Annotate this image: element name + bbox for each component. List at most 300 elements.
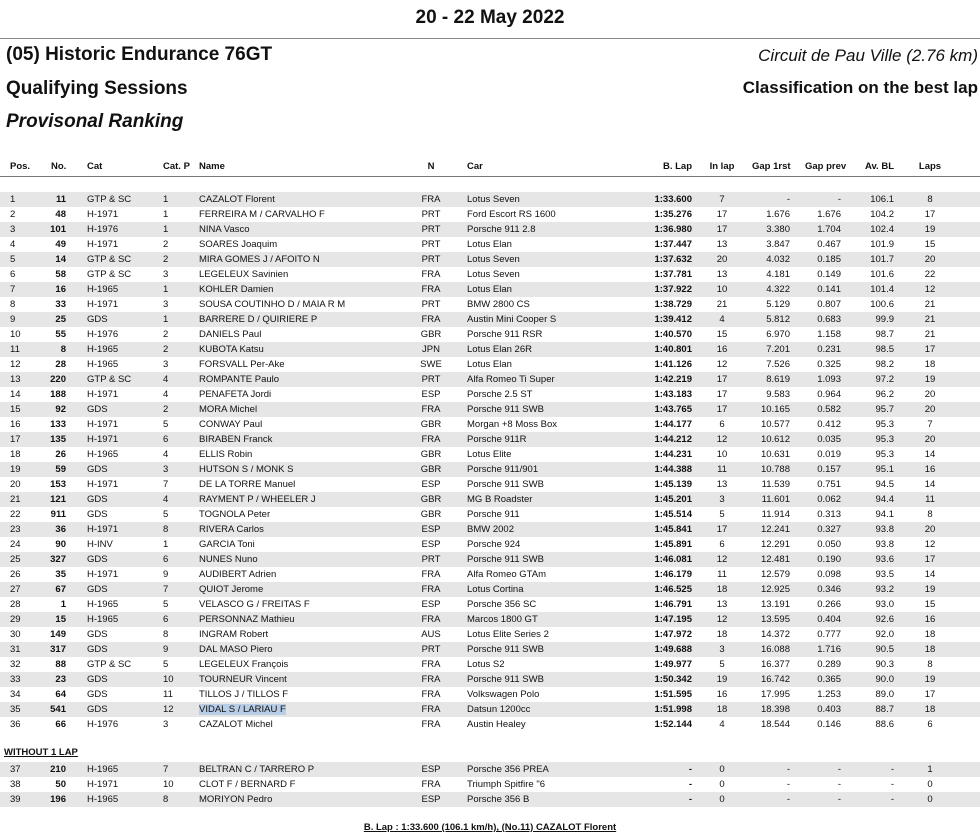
cell-nat: PRT xyxy=(421,254,441,265)
cell-blap: 1:44.177 xyxy=(654,419,692,430)
cell-gap1: 12.291 xyxy=(760,539,790,550)
results-table xyxy=(0,192,980,732)
cell-gapprev: 0.412 xyxy=(817,419,841,430)
cell-pos: 31 xyxy=(10,644,21,655)
cell-pos: 10 xyxy=(10,329,21,340)
cell-pos: 35 xyxy=(10,704,21,715)
cell-avbl: 92.6 xyxy=(875,614,894,625)
cell-pos: 29 xyxy=(10,614,21,625)
cell-gap1: 11.539 xyxy=(761,479,790,490)
cell-car: Porsche 356 B xyxy=(467,794,530,805)
cell-catp: 5 xyxy=(163,509,169,520)
cell-gap1: 3.847 xyxy=(766,239,790,250)
table-row xyxy=(0,762,980,777)
cell-gap1: 12.481 xyxy=(760,554,790,565)
cell-inlap: 0 xyxy=(719,794,725,805)
cell-no: 11 xyxy=(55,194,66,205)
cell-cat: H-1971 xyxy=(87,569,119,580)
cell-pos: 7 xyxy=(10,284,16,295)
cell-blap: 1:37.922 xyxy=(654,284,692,295)
cell-laps: 17 xyxy=(924,689,936,700)
cell-catp: 8 xyxy=(163,524,169,535)
cell-gap1: 8.619 xyxy=(766,374,790,385)
cell-gapprev: 0.266 xyxy=(817,599,841,610)
cell-no: 92 xyxy=(55,404,66,415)
cell-pos: 26 xyxy=(10,569,21,580)
cell-nat: FRA xyxy=(421,434,441,445)
table-row xyxy=(0,237,980,252)
cell-name: TOURNEUR Vincent xyxy=(199,674,287,685)
cell-inlap: 17 xyxy=(716,404,728,415)
cell-blap: 1:40.801 xyxy=(654,344,692,355)
table-row xyxy=(0,447,980,462)
cell-avbl: 93.2 xyxy=(875,584,894,595)
cell-name: TILLOS J / TILLOS F xyxy=(199,689,289,700)
cell-laps: 18 xyxy=(924,644,936,655)
cell-avbl: 90.5 xyxy=(875,644,894,655)
cell-car: Datsun 1200cc xyxy=(467,704,531,715)
ranking-status: Provisonal Ranking xyxy=(6,111,184,132)
cell-no: 196 xyxy=(50,794,66,805)
cell-name: INGRAM Robert xyxy=(199,629,269,640)
cell-pos: 5 xyxy=(10,254,16,265)
cell-gapprev: 0.807 xyxy=(817,299,841,310)
cell-name xyxy=(199,702,286,717)
cell-gap1: 10.631 xyxy=(760,449,790,460)
cell-car: Marcos 1800 GT xyxy=(467,614,538,625)
cell-car: Lotus Cortina xyxy=(467,584,524,595)
cell-blap: 1:37.447 xyxy=(654,239,692,250)
cell-inlap: 4 xyxy=(719,719,725,730)
cell-gap1: - xyxy=(786,194,790,205)
cell-nat: ESP xyxy=(421,764,441,775)
cell-catp: 4 xyxy=(163,389,169,400)
table-row xyxy=(0,597,980,612)
cell-no: 327 xyxy=(50,554,66,565)
cell-no: 541 xyxy=(50,704,66,715)
cell-nat: GBR xyxy=(420,509,442,520)
cell-cat: GDS xyxy=(87,674,108,685)
cell-nat: FRA xyxy=(421,269,441,280)
cell-blap: 1:44.212 xyxy=(654,434,692,445)
cell-nat: FRA xyxy=(421,404,441,415)
cell-avbl: 95.3 xyxy=(875,434,894,445)
cell-gapprev: 0.149 xyxy=(817,269,841,280)
cell-blap: 1:45.139 xyxy=(654,479,692,490)
cell-avbl: 101.9 xyxy=(870,239,894,250)
cell-laps: 18 xyxy=(924,359,936,370)
cell-catp: 4 xyxy=(163,374,169,385)
cell-name: LEGELEUX François xyxy=(199,659,289,670)
cell-laps: 8 xyxy=(927,194,933,205)
col-pos: Pos. xyxy=(10,161,31,172)
cell-gap1: - xyxy=(786,794,790,805)
cell-blap: 1:41.126 xyxy=(654,359,692,370)
cell-cat: GDS xyxy=(87,704,108,715)
cell-avbl: 101.7 xyxy=(870,254,894,265)
cell-cat: GDS xyxy=(87,464,108,475)
without-lap-heading: WITHOUT 1 LAP xyxy=(4,747,78,758)
table-row xyxy=(0,657,980,672)
cell-gapprev: 0.777 xyxy=(817,629,841,640)
cell-blap: 1:35.276 xyxy=(654,209,692,220)
cell-avbl: 88.7 xyxy=(875,704,894,715)
cell-nat: PRT xyxy=(421,299,441,310)
cell-pos: 4 xyxy=(10,239,16,250)
cell-catp: 2 xyxy=(163,344,169,355)
table-row xyxy=(0,477,980,492)
cell-cat: GTP & SC xyxy=(87,254,132,265)
cell-name: KUBOTA Katsu xyxy=(199,344,264,355)
cell-no: 121 xyxy=(50,494,66,505)
cell-cat: H-1965 xyxy=(87,344,119,355)
cell-avbl: 88.6 xyxy=(875,719,894,730)
cell-nat: JPN xyxy=(422,344,440,355)
cell-name: KOHLER Damien xyxy=(199,284,274,295)
cell-avbl: 95.3 xyxy=(875,419,894,430)
col-name: Name xyxy=(199,161,225,172)
cell-avbl: - xyxy=(890,764,894,775)
cell-pos: 14 xyxy=(10,389,21,400)
cell-car: Porsche 911 xyxy=(467,509,520,520)
cell-no: 25 xyxy=(55,314,66,325)
cell-gap1: 5.812 xyxy=(766,314,790,325)
cell-cat: GDS xyxy=(87,689,108,700)
cell-blap: 1:43.183 xyxy=(654,389,692,400)
cell-laps: 19 xyxy=(924,674,936,685)
cell-blap: 1:51.998 xyxy=(654,704,692,715)
cell-car: Lotus Elan xyxy=(467,359,512,370)
table-row xyxy=(0,432,980,447)
cell-nat: FRA xyxy=(421,674,441,685)
cell-no: 48 xyxy=(55,209,66,220)
cell-blap: 1:49.688 xyxy=(654,644,692,655)
cell-car: Lotus S2 xyxy=(467,659,505,670)
col-blap: B. Lap xyxy=(662,161,692,172)
selected-text-highlight[interactable]: VIDAL S / LARIAU F xyxy=(199,704,286,715)
cell-avbl: 101.6 xyxy=(870,269,894,280)
cell-name: DAL MASO Piero xyxy=(199,644,273,655)
cell-car: Porsche 911R xyxy=(467,434,527,445)
cell-blap: 1:45.201 xyxy=(654,494,692,505)
table-row xyxy=(0,207,980,222)
cell-blap: 1:37.781 xyxy=(654,269,692,280)
cell-gapprev: 0.683 xyxy=(817,314,841,325)
cell-avbl: 94.1 xyxy=(875,509,894,520)
cell-cat: GDS xyxy=(87,644,108,655)
cell-inlap: 13 xyxy=(716,239,728,250)
cell-inlap: 18 xyxy=(716,584,728,595)
cell-name: CONWAY Paul xyxy=(199,419,263,430)
cell-pos: 11 xyxy=(10,344,20,355)
cell-car: Porsche 2.5 ST xyxy=(467,389,533,400)
table-row xyxy=(0,507,980,522)
cell-blap: 1:44.231 xyxy=(654,449,692,460)
cell-inlap: 20 xyxy=(716,254,728,265)
cell-avbl: 100.6 xyxy=(870,299,894,310)
cell-nat: GBR xyxy=(420,419,442,430)
cell-avbl: 106.1 xyxy=(870,194,894,205)
cell-laps: 17 xyxy=(924,209,936,220)
cell-inlap: 12 xyxy=(716,434,728,445)
cell-catp: 10 xyxy=(163,779,174,790)
cell-nat: ESP xyxy=(421,524,441,535)
cell-avbl: 95.1 xyxy=(875,464,894,475)
cell-no: 149 xyxy=(50,629,66,640)
cell-name: TOGNOLA Peter xyxy=(199,509,271,520)
cell-blap: 1:46.525 xyxy=(654,584,692,595)
cell-cat: H-INV xyxy=(87,539,113,550)
cell-name: CAZALOT Michel xyxy=(199,719,273,730)
table-row xyxy=(0,792,980,807)
cell-avbl: 98.2 xyxy=(875,359,894,370)
cell-nat: GBR xyxy=(420,449,442,460)
table-row xyxy=(0,552,980,567)
cell-catp: 2 xyxy=(163,239,169,250)
cell-catp: 1 xyxy=(163,314,169,325)
cell-pos: 25 xyxy=(10,554,21,565)
cell-laps: 18 xyxy=(924,704,936,715)
cell-cat: H-1971 xyxy=(87,209,119,220)
cell-nat: PRT xyxy=(421,554,441,565)
cell-catp: 5 xyxy=(163,659,169,670)
cell-gapprev: 0.062 xyxy=(817,494,841,505)
cell-gap1: 10.788 xyxy=(760,464,790,475)
cell-no: 58 xyxy=(55,269,66,280)
cell-gap1: 3.380 xyxy=(766,224,790,235)
cell-avbl: 104.2 xyxy=(870,209,894,220)
cell-pos: 18 xyxy=(10,449,21,460)
cell-avbl: 92.0 xyxy=(875,629,894,640)
cell-car: Porsche 911 2.8 xyxy=(467,224,536,235)
cell-blap: 1:44.388 xyxy=(654,464,692,475)
cell-blap: 1:46.791 xyxy=(654,599,692,610)
cell-pos: 23 xyxy=(10,524,21,535)
cell-gapprev: - xyxy=(837,794,841,805)
cell-no: 26 xyxy=(55,449,66,460)
cell-pos: 16 xyxy=(10,419,21,430)
cell-no: 59 xyxy=(55,464,66,475)
cell-name: GARCIA Toni xyxy=(199,539,255,550)
cell-name: PENAFETA Jordi xyxy=(199,389,272,400)
cell-laps: 14 xyxy=(924,479,936,490)
cell-avbl: 95.7 xyxy=(875,404,894,415)
cell-avbl: 90.0 xyxy=(875,674,894,685)
session-title: Qualifying Sessions xyxy=(6,78,188,99)
cell-no: 49 xyxy=(55,239,66,250)
cell-name: ELLIS Robin xyxy=(199,449,253,460)
cell-gapprev: 0.365 xyxy=(817,674,841,685)
cell-laps: 21 xyxy=(924,329,936,340)
cell-cat: GTP & SC xyxy=(87,269,132,280)
cell-gap1: 16.088 xyxy=(760,644,790,655)
cell-cat: H-1965 xyxy=(87,599,119,610)
cell-catp: 6 xyxy=(163,434,169,445)
cell-pos: 12 xyxy=(10,359,21,370)
cell-inlap: 6 xyxy=(719,419,725,430)
cell-car: Porsche 356 PREA xyxy=(467,764,549,775)
cell-gap1: 1.676 xyxy=(766,209,790,220)
cell-name: FERREIRA M / CARVALHO F xyxy=(199,209,325,220)
cell-nat: FRA xyxy=(421,779,441,790)
table-row xyxy=(0,417,980,432)
cell-nat: FRA xyxy=(421,584,441,595)
cell-name: FORSVALL Per-Ake xyxy=(199,359,285,370)
cell-inlap: 7 xyxy=(719,194,725,205)
cell-car: MG B Roadster xyxy=(467,494,533,505)
cell-nat: FRA xyxy=(421,569,441,580)
cell-cat: H-1971 xyxy=(87,419,119,430)
cell-cat: H-1965 xyxy=(87,614,119,625)
cell-inlap: 19 xyxy=(716,674,728,685)
cell-nat: FRA xyxy=(421,194,441,205)
cell-blap: 1:45.514 xyxy=(654,509,692,520)
cell-pos: 17 xyxy=(10,434,21,445)
cell-avbl: 102.4 xyxy=(870,224,894,235)
cell-blap: 1:46.081 xyxy=(654,554,692,565)
table-row xyxy=(0,327,980,342)
cell-gapprev: 0.403 xyxy=(817,704,841,715)
cell-gapprev: 0.141 xyxy=(817,284,841,295)
col-car: Car xyxy=(467,161,483,172)
cell-inlap: 17 xyxy=(716,374,728,385)
cell-laps: 17 xyxy=(924,554,936,565)
cell-gap1: 9.583 xyxy=(766,389,790,400)
cell-gapprev: 0.231 xyxy=(817,344,841,355)
col-no: No. xyxy=(51,161,67,172)
cell-name: BELTRAN C / TARRERO P xyxy=(199,764,315,775)
cell-avbl: 93.6 xyxy=(875,554,894,565)
cell-inlap: 17 xyxy=(716,389,728,400)
cell-pos: 24 xyxy=(10,539,21,550)
cell-pos: 13 xyxy=(10,374,21,385)
cell-inlap: 18 xyxy=(716,704,728,715)
table-row xyxy=(0,777,980,792)
cell-cat: H-1971 xyxy=(87,779,119,790)
cell-no: 135 xyxy=(50,434,66,445)
cell-no: 210 xyxy=(50,764,66,775)
cell-gap1: 18.544 xyxy=(760,719,790,730)
cell-cat: H-1965 xyxy=(87,794,119,805)
table-row xyxy=(0,642,980,657)
cell-avbl: 98.7 xyxy=(875,329,894,340)
cell-catp: 2 xyxy=(163,254,169,265)
cell-gapprev: 0.964 xyxy=(817,389,841,400)
col-cat: Cat xyxy=(87,161,103,172)
cell-cat: GDS xyxy=(87,554,108,565)
cell-gap1: 18.398 xyxy=(760,704,790,715)
cell-gapprev: 1.253 xyxy=(817,689,841,700)
cell-laps: 19 xyxy=(924,584,936,595)
cell-pos: 8 xyxy=(10,299,16,310)
cell-catp: 5 xyxy=(163,599,169,610)
table-row xyxy=(0,372,980,387)
cell-avbl: 93.8 xyxy=(875,524,894,535)
table-row xyxy=(0,282,980,297)
cell-gapprev: 0.050 xyxy=(817,539,841,550)
cell-gapprev: - xyxy=(837,194,841,205)
cell-pos: 36 xyxy=(10,719,21,730)
cell-inlap: 5 xyxy=(719,509,725,520)
col-avbl: Av. BL xyxy=(864,161,894,172)
event-date: 20 - 22 May 2022 xyxy=(415,7,565,28)
cell-nat: ESP xyxy=(421,794,441,805)
cell-cat: H-1971 xyxy=(87,389,119,400)
cell-avbl: 93.0 xyxy=(875,599,894,610)
cell-pos: 32 xyxy=(10,659,21,670)
cell-inlap: 12 xyxy=(716,614,728,625)
cell-gap1: 4.181 xyxy=(766,269,790,280)
cell-name: PERSONNAZ Mathieu xyxy=(199,614,295,625)
cell-catp: 1 xyxy=(163,284,169,295)
cell-pos: 37 xyxy=(10,764,21,775)
cell-gap1: 7.526 xyxy=(766,359,790,370)
cell-catp: 4 xyxy=(163,494,169,505)
cell-catp: 3 xyxy=(163,269,169,280)
cell-no: 14 xyxy=(55,254,66,265)
cell-pos: 28 xyxy=(10,599,21,610)
table-row xyxy=(0,267,980,282)
table-row xyxy=(0,567,980,582)
cell-gapprev: 0.098 xyxy=(817,569,841,580)
cell-blap: 1:42.219 xyxy=(654,374,692,385)
cell-cat: H-1976 xyxy=(87,329,119,340)
cell-inlap: 10 xyxy=(716,449,728,460)
cell-name: BIRABEN Franck xyxy=(199,434,273,445)
cell-cat: H-1971 xyxy=(87,524,119,535)
cell-cat: GTP & SC xyxy=(87,194,132,205)
cell-laps: 14 xyxy=(924,449,936,460)
cell-no: 188 xyxy=(50,389,66,400)
circuit-name: Circuit de Pau Ville (2.76 km) xyxy=(758,46,978,65)
cell-car: Porsche 911/901 xyxy=(467,464,539,475)
cell-no: 55 xyxy=(55,329,66,340)
cell-gap1: - xyxy=(786,764,790,775)
col-gapprev: Gap prev xyxy=(805,161,847,172)
cell-name: CAZALOT Florent xyxy=(199,194,275,205)
cell-cat: H-1965 xyxy=(87,449,119,460)
table-row xyxy=(0,672,980,687)
col-catp: Cat. P xyxy=(163,161,190,172)
cell-pos: 38 xyxy=(10,779,21,790)
cell-laps: 12 xyxy=(924,284,936,295)
table-row xyxy=(0,252,980,267)
cell-cat: GDS xyxy=(87,629,108,640)
cell-car: Porsche 911 SWB xyxy=(467,404,544,415)
cell-gapprev: 0.346 xyxy=(817,584,841,595)
cell-name: NUNES Nuno xyxy=(199,554,258,565)
table-row xyxy=(0,462,980,477)
cell-nat: PRT xyxy=(421,224,441,235)
cell-cat: GTP & SC xyxy=(87,659,132,670)
cell-pos: 1 xyxy=(10,194,16,205)
cell-catp: 3 xyxy=(163,464,169,475)
cell-nat: FRA xyxy=(421,719,441,730)
cell-name: DE LA TORRE Manuel xyxy=(199,479,296,490)
cell-nat: PRT xyxy=(421,644,441,655)
cell-avbl: 97.2 xyxy=(875,374,894,385)
cell-catp: 3 xyxy=(163,359,169,370)
cell-car: BMW 2800 CS xyxy=(467,299,530,310)
cell-car: Lotus Seven xyxy=(467,194,520,205)
cell-no: 28 xyxy=(55,359,66,370)
cell-gapprev: 0.751 xyxy=(817,479,841,490)
cell-blap: 1:40.570 xyxy=(654,329,692,340)
race-title: (05) Historic Endurance 76GT xyxy=(6,44,273,65)
cell-gapprev: 0.467 xyxy=(817,239,841,250)
cell-blap: - xyxy=(688,764,692,775)
cell-gapprev: 0.019 xyxy=(817,449,841,460)
